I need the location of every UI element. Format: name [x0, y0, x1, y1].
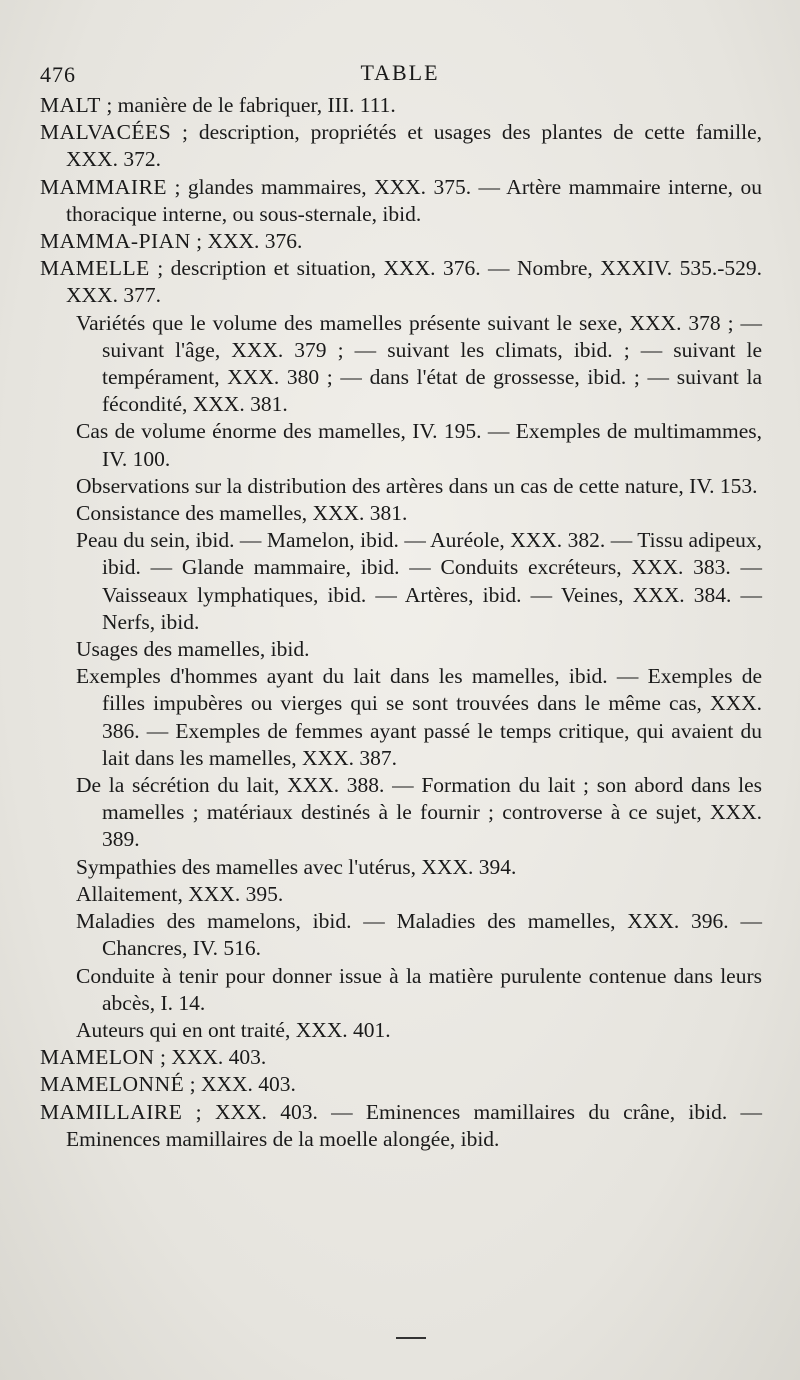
entry-text: ; XXX. 403.: [154, 1045, 267, 1070]
index-entry-mamillaire: [40, 1099, 762, 1153]
index-entry-malt: [40, 92, 762, 119]
index-entry-mamma-pian: [40, 228, 762, 255]
sub-entry: Conduite à tenir pour donner issue à la matière purulente contenue dans leurs abcès, I. 14.: [76, 963, 762, 1015]
entry-text: ; manière de le fabriquer, III. 111.: [100, 93, 396, 117]
index-entry-malvacees: [40, 119, 762, 173]
sub-entry: Sympathies des mamelles avec l'utérus, XXX. 394.: [76, 854, 517, 879]
sub-entry: Exemples d'hommes ayant du lait dans les mamelles, ibid. — Exemples de filles impubères ou vierges qui se sont trouvées dans le même cas, XXX. 386. — Exemples de femmes ayant passé le temps critique, qui avaient du lait dans les mamelles, XXX. 387.: [76, 664, 762, 770]
entry-headword: MALVACÉES: [40, 120, 172, 145]
entry-text: ; glandes mammaires, XXX. 375. — Artère mammaire interne, ou thoracique interne, ou sous-sternale, ibid.: [66, 174, 762, 226]
entry-headword: MALT: [40, 93, 101, 117]
entry-headword: MAMMAIRE: [40, 174, 168, 199]
entry-text: ; XXX. 376.: [190, 229, 303, 254]
sub-entry: Peau du sein, ibid. — Mamelon, ibid. — Auréole, XXX. 382. — Tissu adipeux, ibid. — Glande mammaire, ibid. — Conduits excréteurs, XXX. 383. — Vaisseaux lymphatiques, ibid. — Artères, ibid. — Veines, XXX. 384. — Nerfs, ibid.: [76, 528, 762, 634]
sub-entry: Consistance des mamelles, XXX. 381.: [76, 501, 408, 526]
sub-entry: De la sécrétion du lait, XXX. 388. — Formation du lait ; son abord dans les mamelles ; matériaux destinés à le fournir ; controverse à ce sujet, XXX. 389.: [76, 773, 762, 852]
entry-headword: MAMELON: [40, 1045, 155, 1070]
index-entry-mamelle: [40, 255, 762, 309]
sub-entry: Auteurs qui en ont traité, XXX. 401.: [76, 1017, 391, 1042]
sub-entry: Usages des mamelles, ibid.: [76, 637, 310, 662]
entry-headword: MAMILLAIRE: [40, 1099, 183, 1124]
sub-entry: Cas de volume énorme des mamelles, IV. 195. — Exemples de multimammes, IV. 100.: [76, 419, 762, 471]
page-number: 476: [40, 62, 76, 87]
entry-text: ; description et situation, XXX. 376. — Nombre, XXXIV. 535.-529. XXX. 377.: [66, 256, 762, 308]
running-title: TABLE: [360, 60, 440, 85]
entry-text: ; description, propriétés et usages des plantes de cette famille, XXX. 372.: [66, 120, 762, 172]
page-header: [40, 60, 760, 90]
sub-entry: Variétés que le volume des mamelles présente suivant le sexe, XXX. 378 ; — suivant l'âge, XXX. 379 ; — suivant les climats, ibid. ; — suivant le tempérament, XXX. 380 ; — dans l'état de grossesse, ibid. ; — suivant la fécondité, XXX. 381.: [76, 310, 762, 417]
index-entries: [40, 92, 762, 1153]
entry-text: ; XXX. 403.: [184, 1072, 296, 1097]
index-entry-mamelon: [40, 1044, 762, 1071]
sub-entry: Allaitement, XXX. 395.: [76, 881, 284, 906]
sub-entry: Maladies des mamelons, ibid. — Maladies des mamelles, XXX. 396. — Chancres, IV. 516.: [76, 909, 762, 961]
index-entry-mammaire: [40, 174, 762, 228]
footer-rule: [396, 1337, 426, 1339]
entry-headword: MAMMA-PIAN: [40, 229, 191, 254]
entry-headword: MAMELLE: [40, 256, 150, 281]
sub-entry: Observations sur la distribution des artères dans un cas de cette nature, IV. 153.: [76, 473, 758, 498]
entry-headword: MAMELONNÉ: [40, 1072, 185, 1097]
entry-text: ; XXX. 403. — Eminences mamillaires du crâne, ibid. — Eminences mamillaires de la moelle alongée, ibid.: [66, 1099, 762, 1151]
index-entry-mamelonne: [40, 1071, 762, 1098]
